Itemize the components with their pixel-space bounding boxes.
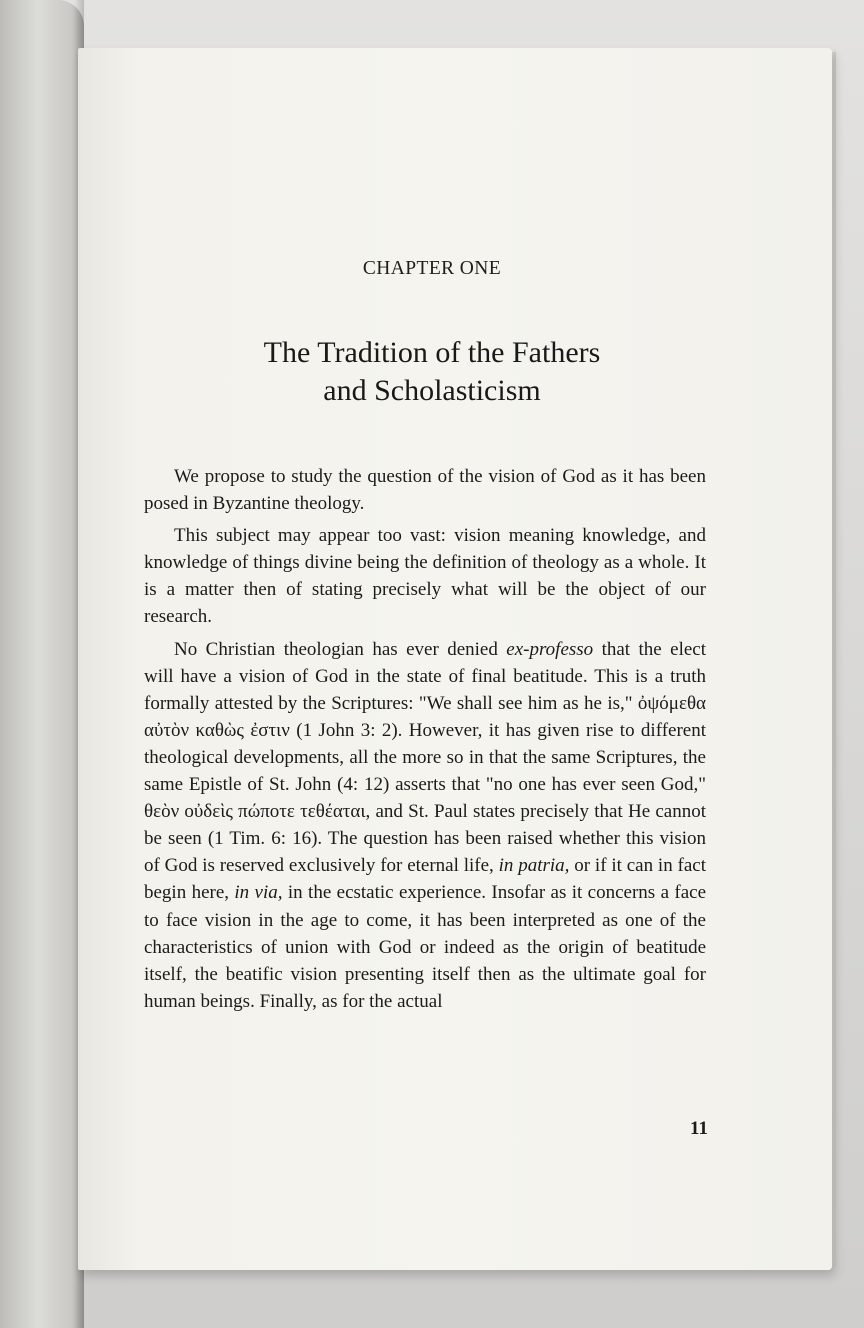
chapter-title-line-1: The Tradition of the Fathers	[263, 336, 601, 369]
chapter-title-line-2: and Scholasticism	[323, 374, 541, 407]
body-text	[144, 463, 706, 1015]
paragraph-3	[144, 636, 706, 1015]
paragraph-2: This subject may appear too vast: vision meaning knowledge, and knowledge of things divine being the definition of theology as a whole. It is a matter then of stating precisely what will be the object of our research.	[144, 525, 706, 628]
in-patria-italic: in patria,	[498, 855, 570, 877]
paragraph-1: We propose to study the question of the vision of God as it has been posed in Byzantine theology.	[144, 466, 706, 515]
in-via-italic: in via,	[234, 882, 283, 904]
paragraph-3-part-1: No Christian theologian has ever denied	[174, 638, 507, 660]
paragraph-3-part-4: in the ecstatic experience. Insofar as it concerns a face to face vision in the age to come, it has been interpreted as one of the characteristics of union with God or indeed as the origin of beatitude itself, the beatific vision presenting itself then as the ultimate goal for human beings. Finally, as for the actual	[144, 882, 707, 1012]
chapter-label: CHAPTER ONE	[362, 258, 502, 279]
chapter-title	[0, 334, 864, 410]
paragraph-3-part-2: that the elect will have a vision of God in the state of final beatitude. This is a truth formally attested by the Scriptures: "We shall see him as he is," ὀψόμεθα αὐτὸν καθὼς ἐστιν (1 John 3: 2). However, it has given rise to different theological developments, all the more so in that the same Scriptures, the same Epistle of St. John (4: 12) asserts that "no one has ever seen God," θεὸν οὐδεὶς πώποτε τεθέαται, and St. Paul states precisely that He cannot be seen (1 Tim. 6: 16). The question has been raised whether this vision of God is reserved exclusively for eternal life,	[144, 638, 706, 877]
ex-professo-italic: ex-professo	[506, 638, 594, 660]
paragraph-3-part-3: or if it can in fact begin here,	[144, 855, 707, 904]
facing-page-edge	[0, 0, 84, 1328]
page-number: 11	[690, 1118, 708, 1139]
